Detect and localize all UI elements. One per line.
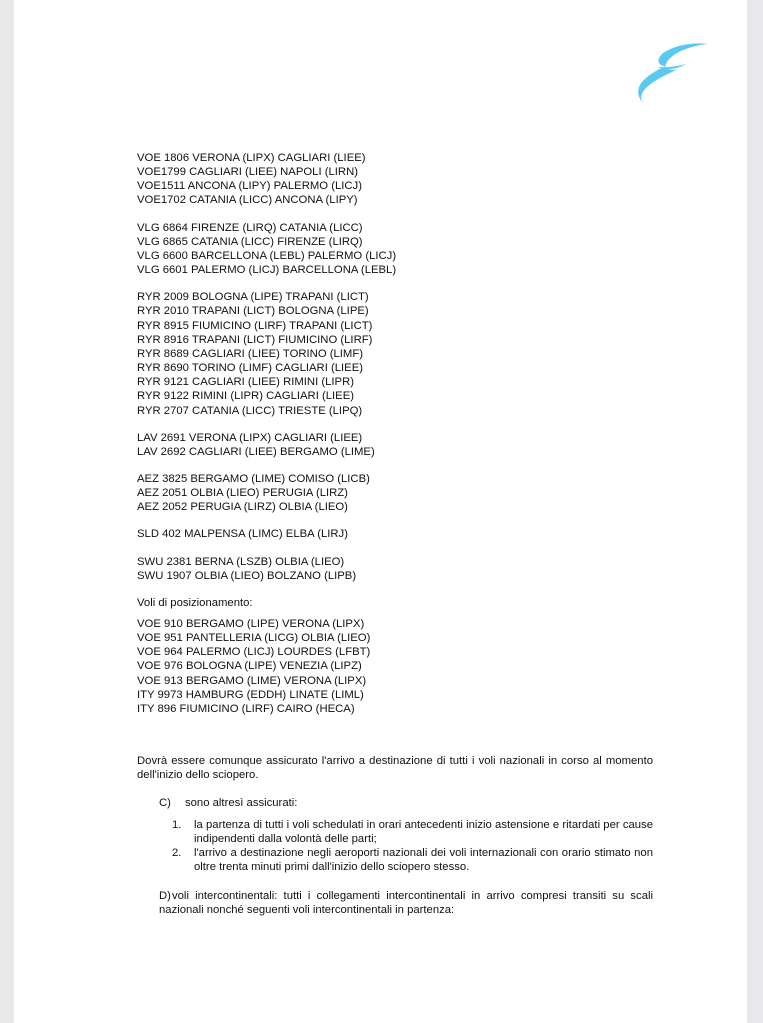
airline-swoosh-logo xyxy=(628,38,710,108)
list-item xyxy=(172,818,653,846)
flight-line: RYR 9122 RIMINI (LIPR) CAGLIARI (LIEE) xyxy=(137,390,355,403)
flight-line: SLD 402 MALPENSA (LIMC) ELBA (LIRJ) xyxy=(137,528,348,541)
list-item-text: la partenza di tutti i voli schedulati in orari antecedenti inizio astensione e ritardati per cause indipendenti dalla volontà delle parti; xyxy=(194,819,653,845)
flight-line: RYR 8916 TRAPANI (LICT) FIUMICINO (LIRF) xyxy=(137,333,373,346)
flight-line: ITY 896 FIUMICINO (LIRF) CAIRO (HECA) xyxy=(137,702,355,715)
section-d-letter: D) xyxy=(159,890,171,902)
section-d-text: voli intercontinentali: tutti i collegamenti intercontinentali in arrivo compresi transiti su scali nazionali nonché seguenti voli intercontinentali in partenza: xyxy=(159,890,653,916)
section-d xyxy=(159,889,653,917)
flight-line: VOE1511 ANCONA (LIPY) PALERMO (LICJ) xyxy=(137,180,362,193)
flight-line: VOE 951 PANTELLERIA (LICG) OLBIA (LIEO) xyxy=(137,632,371,645)
flight-line: LAV 2691 VERONA (LIPX) CAGLIARI (LIEE) xyxy=(137,431,363,444)
flight-group xyxy=(137,527,657,541)
flight-line: RYR 2707 CATANIA (LICC) TRIESTE (LIPQ) xyxy=(137,404,363,417)
flight-line: VLG 6600 BARCELLONA (LEBL) PALERMO (LICJ) xyxy=(137,249,397,262)
flight-line: VLG 6864 FIRENZE (LIRQ) CATANIA (LICC) xyxy=(137,221,363,234)
flight-line: VOE 976 BOLOGNA (LIPE) VENEZIA (LIPZ) xyxy=(137,660,362,673)
flight-line: VOE 964 PALERMO (LICJ) LOURDES (LFBT) xyxy=(137,646,371,659)
flight-group xyxy=(137,431,657,459)
list-item-number: 1. xyxy=(172,819,182,831)
flight-line: LAV 2692 CAGLIARI (LIEE) BERGAMO (LIME) xyxy=(137,445,375,458)
flight-line: RYR 8690 TORINO (LIMF) CAGLIARI (LIEE) xyxy=(137,362,363,375)
flight-line: RYR 9121 CAGLIARI (LIEE) RIMINI (LIPR) xyxy=(137,376,355,389)
flight-line: VLG 6601 PALERMO (LICJ) BARCELLONA (LEBL) xyxy=(137,264,397,277)
section-c-list xyxy=(172,818,653,874)
flight-line: ITY 9973 HAMBURG (EDDH) LINATE (LIML) xyxy=(137,688,364,701)
flight-line: AEZ 2052 PERUGIA (LIRZ) OLBIA (LIEO) xyxy=(137,501,348,514)
flight-group xyxy=(137,151,657,208)
flight-line: VOE 910 BERGAMO (LIPE) VERONA (LIPX) xyxy=(137,617,365,630)
list-item-text: l'arrivo a destinazione negli aeroporti nazionali dei voli internazionali con orario stimato non oltre trenta minuti primi dall'inizio dello sciopero stesso. xyxy=(194,847,653,873)
flight-line: SWU 2381 BERNA (LSZB) OLBIA (LIEO) xyxy=(137,555,345,568)
flight-line: SWU 1907 OLBIA (LIEO) BOLZANO (LIPB) xyxy=(137,569,357,582)
section-c-letter: C) xyxy=(159,797,171,809)
flight-line: RYR 8689 CAGLIARI (LIEE) TORINO (LIMF) xyxy=(137,347,363,360)
list-item-number: 2. xyxy=(172,847,182,859)
flight-line: AEZ 3825 BERGAMO (LIME) COMISO (LICB) xyxy=(137,472,370,485)
flight-line: VLG 6865 CATANIA (LICC) FIRENZE (LIRQ) xyxy=(137,235,363,248)
section-c-heading xyxy=(159,796,297,810)
flight-line: RYR 2009 BOLOGNA (LIPE) TRAPANI (LICT) xyxy=(137,291,369,304)
flight-line: RYR 8915 FIUMICINO (LIRF) TRAPANI (LICT) xyxy=(137,319,373,332)
flight-group xyxy=(137,221,657,278)
flight-line: VOE1799 CAGLIARI (LIEE) NAPOLI (LIRN) xyxy=(137,166,358,179)
section-c-title: sono altresì assicurati: xyxy=(185,797,298,809)
flight-line: VOE 913 BERGAMO (LIME) VERONA (LIPX) xyxy=(137,674,367,687)
positioning-flight-group xyxy=(137,617,657,716)
flight-group xyxy=(137,472,657,514)
flight-line: VOE1702 CATANIA (LICC) ANCONA (LIPY) xyxy=(137,194,358,207)
flight-line: AEZ 2051 OLBIA (LIEO) PERUGIA (LIRZ) xyxy=(137,487,348,500)
flight-group xyxy=(137,555,657,583)
assurance-paragraph: Dovrà essere comunque assicurato l'arrivo a destinazione di tutti i voli nazionali in corso al momento dell'inizio dello sciopero. xyxy=(137,755,653,781)
flight-line: VOE 1806 VERONA (LIPX) CAGLIARI (LIEE) xyxy=(137,152,366,164)
flight-group xyxy=(137,290,657,417)
flight-list xyxy=(137,151,657,729)
positioning-label: Voli di posizionamento: xyxy=(137,596,253,609)
list-item xyxy=(172,846,653,874)
flight-line: RYR 2010 TRAPANI (LICT) BOLOGNA (LIPE) xyxy=(137,305,369,318)
